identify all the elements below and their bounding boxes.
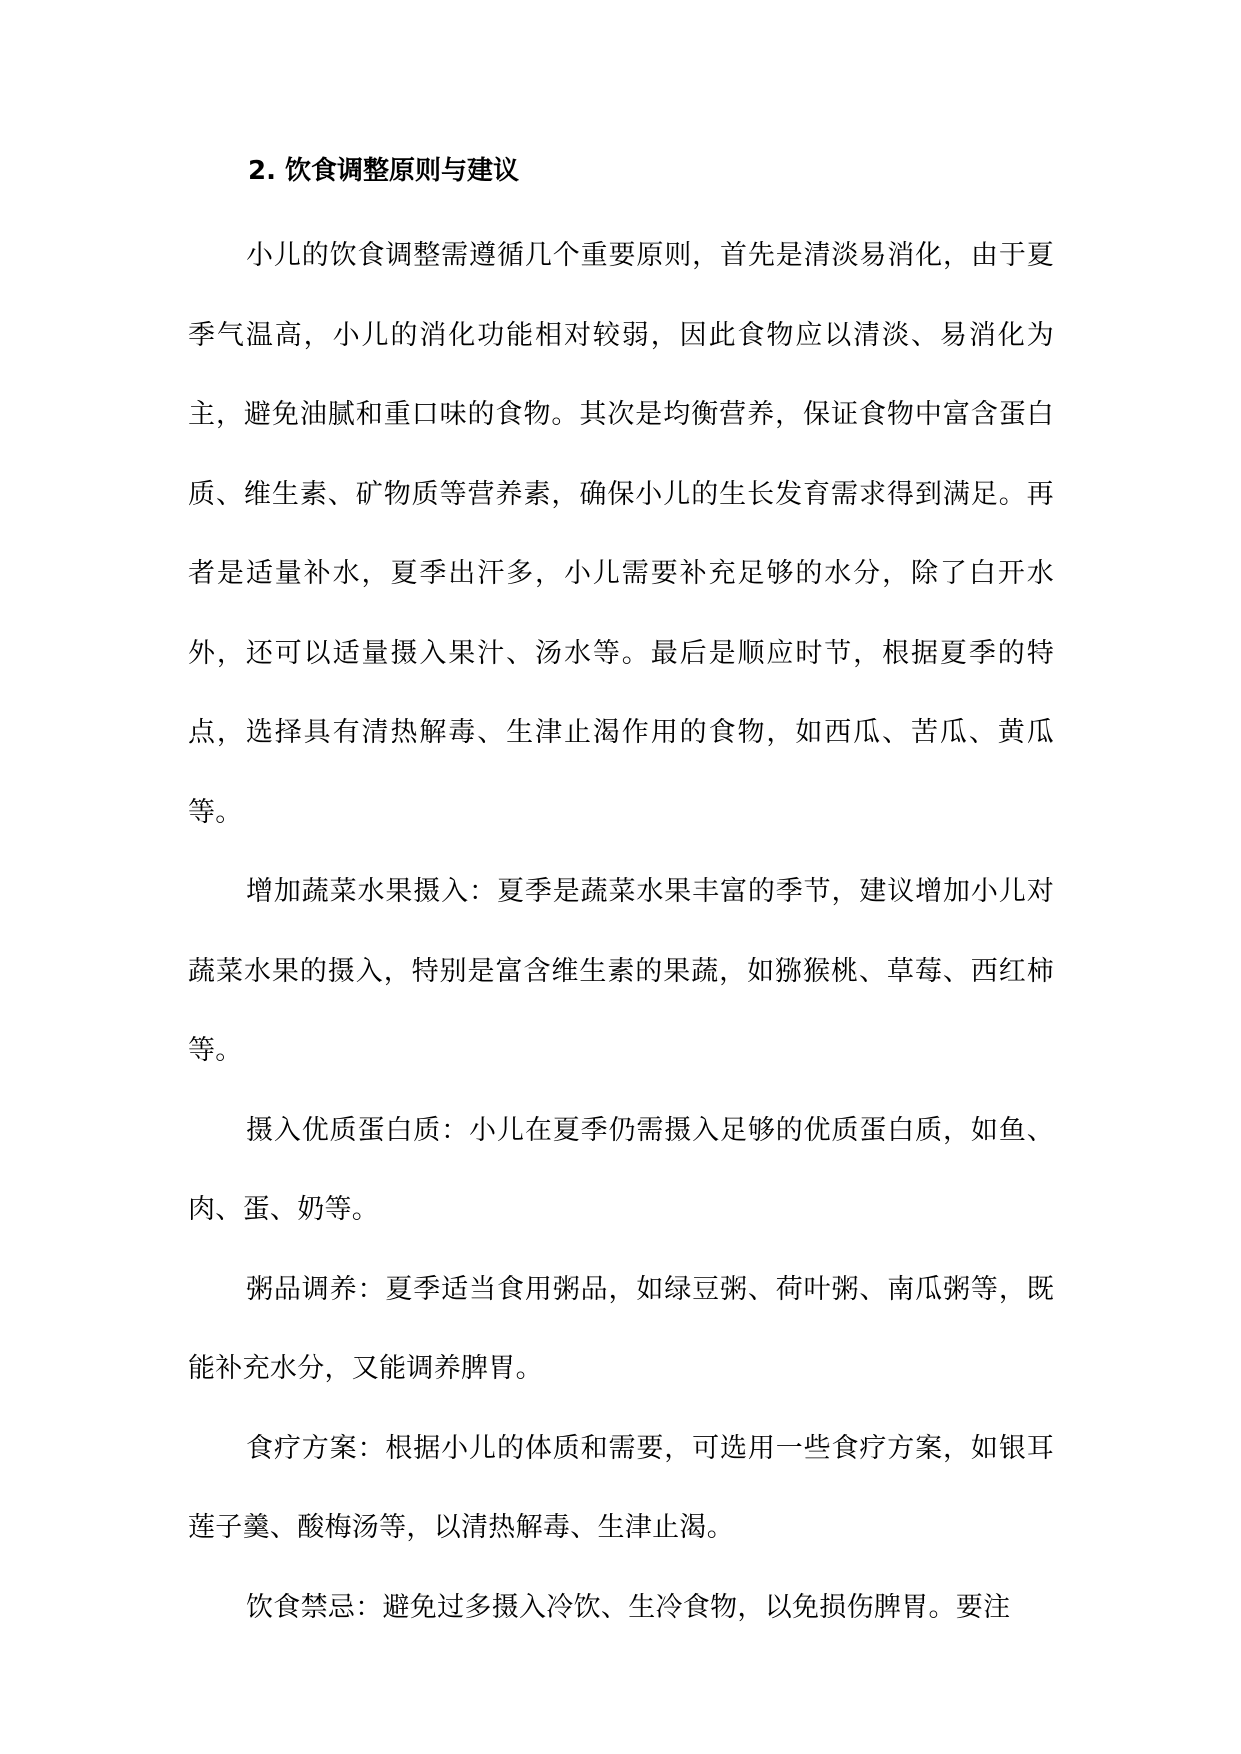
section-heading: 2. 饮食调整原则与建议	[248, 156, 520, 186]
paragraph-vegetables-fruits: 增加蔬菜水果摄入：夏季是蔬菜水果丰富的季节，建议增加小儿对蔬菜水果的摄入，特别是富含维生素的果蔬，如猕猴桃、草莓、西红柿等。	[188, 876, 1054, 1066]
paragraph-porridge: 粥品调养：夏季适当食用粥品，如绿豆粥、荷叶粥、南瓜粥等，既能补充水分，又能调养脾胃。	[188, 1273, 1054, 1384]
paragraph-taboos: 饮食禁忌：避免过多摄入冷饮、生冷食物，以免损伤脾胃。要注	[246, 1591, 1011, 1623]
paragraph-diet-therapy: 食疗方案：根据小儿的体质和需要，可选用一些食疗方案，如银耳莲子羹、酸梅汤等，以清热解毒、生津止渴。	[188, 1432, 1054, 1543]
document-body	[188, 136, 1054, 1647]
paragraph-protein: 摄入优质蛋白质：小儿在夏季仍需摄入足够的优质蛋白质，如鱼、肉、蛋、奶等。	[188, 1114, 1054, 1225]
paragraph-principles: 小儿的饮食调整需遵循几个重要原则，首先是清淡易消化，由于夏季气温高，小儿的消化功能相对较弱，因此食物应以清淡、易消化为主，避免油腻和重口味的食物。其次是均衡营养，保证食物中富含蛋白质、维生素、矿物质等营养素，确保小儿的生长发育需求得到满足。再者是适量补水，夏季出汗多，小儿需要补充足够的水分，除了白开水外，还可以适量摄入果汁、汤水等。最后是顺应时节，根据夏季的特点，选择具有清热解毒、生津止渴作用的食物，如西瓜、苦瓜、黄瓜等。	[188, 240, 1054, 828]
